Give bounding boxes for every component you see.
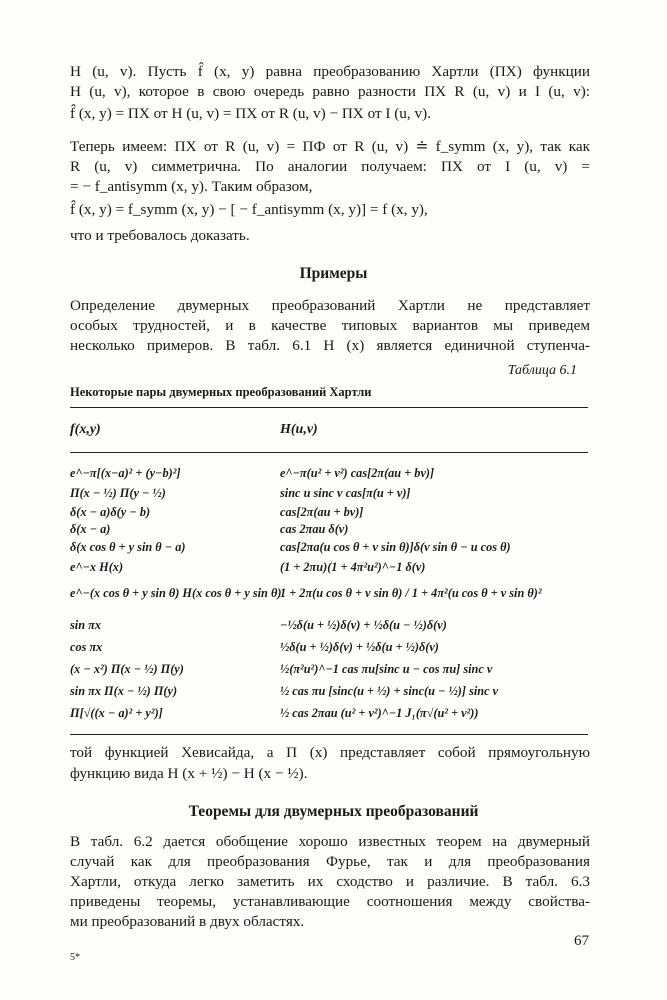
table-cell-f: sin πx Π(x − ½) Π(y) bbox=[70, 684, 178, 698]
intro-line: R (u, v) симметрична. По аналогии получаем: ПХ от I (u, v) = bbox=[70, 158, 590, 175]
table-cell-h: 1 + 2π(u cos θ + v sin θ) / 1 + 4π²(u cos θ + v sin θ)² bbox=[280, 586, 542, 600]
signature-mark: 5* bbox=[70, 952, 80, 963]
table-cell-f: e^−x H(x) bbox=[70, 560, 124, 574]
table-title: Некоторые пары двумерных преобразований Хартли bbox=[70, 385, 372, 399]
table-cell-h: sinc u sinc v cas[π(u + v)] bbox=[280, 486, 411, 500]
table-cell-h: cas[2πa(u cos θ + v sin θ)]δ(v sin θ − u cos θ) bbox=[280, 540, 511, 554]
intro-line: = − f_antisymm (x, y). Таким образом, bbox=[70, 178, 313, 195]
intro-formula: f̂ (x, y) = ПХ от H (u, v) = ПХ от R (u, v) − ПХ от I (u, v). bbox=[70, 105, 431, 122]
table-cell-h: cas 2πau δ(v) bbox=[280, 522, 349, 536]
table-caption: Таблица 6.1 bbox=[507, 363, 577, 378]
table-cell-h: ½(π²u²)^−1 cas πu[sinc u − cos πu] sinc v bbox=[280, 662, 493, 676]
table-header-f: f(x,y) bbox=[70, 422, 101, 437]
theorems-line: ми преобразований в двух областях. bbox=[70, 913, 305, 930]
table-header-h: H(u,v) bbox=[280, 422, 318, 437]
after-table-line: функцию вида H (x + ½) − H (x − ½). bbox=[70, 765, 308, 782]
examples-line: Определение двумерных преобразований Хартли не представляет bbox=[70, 297, 590, 314]
table-rule-header bbox=[70, 452, 588, 453]
table-rule-top bbox=[70, 407, 588, 408]
table-cell-h: cas[2π(au + bv)] bbox=[280, 505, 364, 519]
table-cell-h: e^−π(u² + v²) cas[2π(au + bv)] bbox=[280, 466, 435, 480]
table-cell-f: Π(x − ½) Π(y − ½) bbox=[70, 486, 166, 500]
table-cell-f: e^−π[(x−a)² + (y−b)²] bbox=[70, 466, 181, 480]
table-cell-f: δ(x − a) bbox=[70, 522, 111, 536]
theorems-line: случай как для преобразования Фурье, так и для преобразования bbox=[70, 853, 590, 870]
table-cell-f: δ(x cos θ + y sin θ − a) bbox=[70, 540, 186, 554]
table-cell-f: sin πx bbox=[70, 618, 101, 632]
table-rule-bottom bbox=[70, 734, 588, 735]
intro-line: что и требовалось доказать. bbox=[70, 227, 250, 244]
table-cell-f: δ(x − a)δ(y − b) bbox=[70, 505, 151, 519]
theorems-line: В табл. 6.2 дается обобщение хорошо известных теорем на двумерный bbox=[70, 833, 590, 850]
table-cell-h: ½ cas πu [sinc(u + ½) + sinc(u − ½)] sinc v bbox=[280, 684, 499, 698]
page-number: 67 bbox=[574, 933, 589, 949]
intro-formula: f̂ (x, y) = f_symm (x, y) − [ − f_antisymm (x, y)] = f (x, y), bbox=[70, 201, 428, 218]
table-cell-h: −½δ(u + ½)δ(v) + ½δ(u − ½)δ(v) bbox=[280, 618, 447, 632]
examples-line: несколько примеров. В табл. 6.1 H (x) является единичной ступенча- bbox=[70, 337, 590, 354]
table-cell-f: Π[√((x − a)² + y²)] bbox=[70, 706, 163, 720]
table-cell-h: ½δ(u + ½)δ(v) + ½δ(u + ½)δ(v) bbox=[280, 640, 439, 654]
theorems-line: приведены теоремы, устанавливающие соотношения между свойства- bbox=[70, 893, 590, 910]
after-table-line: той функцией Хевисайда, а Π (x) представляет собой прямоугольную bbox=[70, 744, 590, 761]
intro-line: H (u, v). Пусть f̂ (x, y) равна преобразованию Хартли (ПХ) функции bbox=[70, 63, 590, 80]
table-cell-f: (x − x²) Π(x − ½) Π(y) bbox=[70, 662, 184, 676]
theorems-line: Хартли, откуда легко заметить их сходство и различие. В табл. 6.3 bbox=[70, 873, 590, 890]
table-cell-f: e^−(x cos θ + y sin θ) H(x cos θ + y sin θ) bbox=[70, 586, 282, 600]
table-cell-h: (1 + 2πu)(1 + 4π²u²)^−1 δ(v) bbox=[280, 560, 426, 574]
examples-heading: Примеры bbox=[299, 265, 368, 282]
intro-line: H (u, v), которое в свою очередь равно разности ПХ R (u, v) и I (u, v): bbox=[70, 83, 590, 100]
intro-line: Теперь имеем: ПХ от R (u, v) = ПФ от R (u, v) ≐ f_symm (x, y), так как bbox=[70, 138, 590, 155]
theorems-heading: Теоремы для двумерных преобразований bbox=[188, 803, 479, 820]
examples-line: особых трудностей, и в качестве типовых вариантов мы приведем bbox=[70, 317, 590, 334]
table-cell-h: ½ cas 2πau (u² + v²)^−1 J₁(π√(u² + v²)) bbox=[280, 706, 479, 720]
table-cell-f: cos πx bbox=[70, 640, 103, 654]
